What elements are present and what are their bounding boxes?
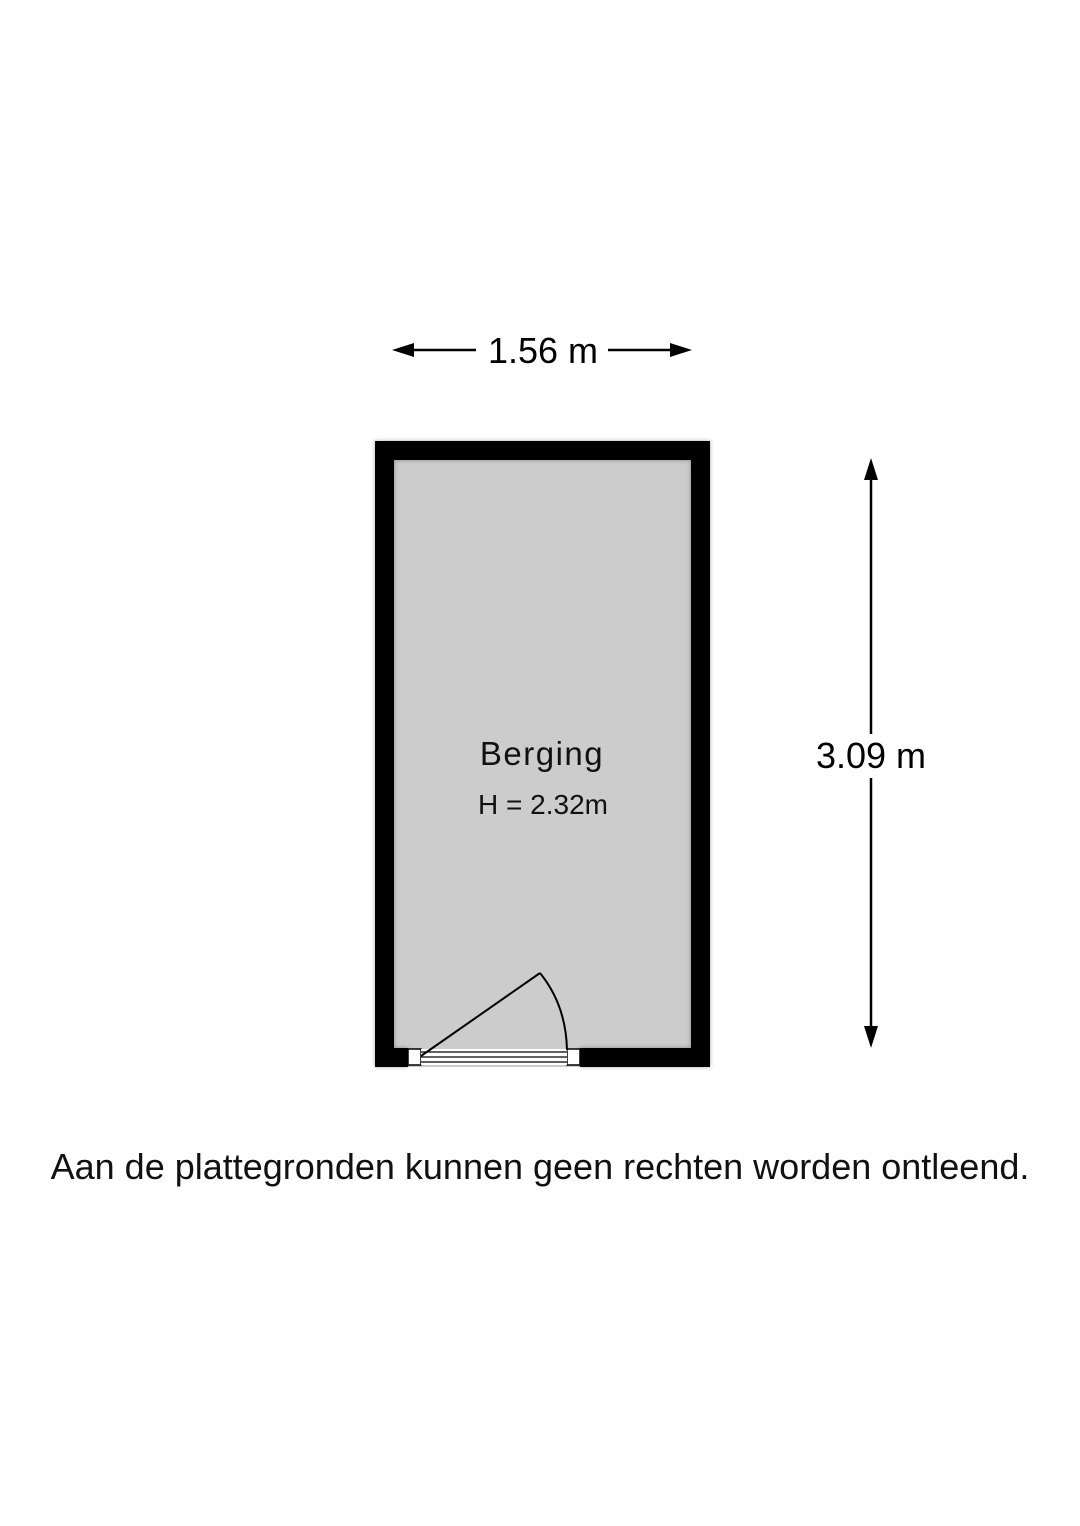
room-name-label: Berging	[479, 735, 605, 772]
depth-arrowhead-bottom	[864, 1026, 878, 1048]
wall-bottom-right	[580, 1048, 710, 1067]
width-dimension	[392, 330, 692, 371]
wall-right	[691, 441, 710, 1067]
width-dimension-label: 1.56 m	[487, 330, 599, 371]
width-arrowhead-right	[670, 343, 692, 357]
depth-arrowhead-top	[864, 458, 878, 480]
disclaimer-text: Aan de plattegronden kunnen geen rechten worden ontleend.	[50, 1146, 1030, 1187]
wall-top	[375, 441, 710, 460]
door-jamb-right	[567, 1049, 580, 1065]
room-height-label: H = 2.32m	[478, 789, 608, 820]
room-berging	[375, 441, 710, 1067]
depth-dimension	[816, 458, 926, 1048]
wall-left	[375, 441, 394, 1067]
door-jamb-left	[408, 1049, 421, 1065]
depth-dimension-label: 3.09 m	[815, 735, 927, 776]
wall-bottom-left	[375, 1048, 408, 1067]
width-arrowhead-left	[392, 343, 414, 357]
